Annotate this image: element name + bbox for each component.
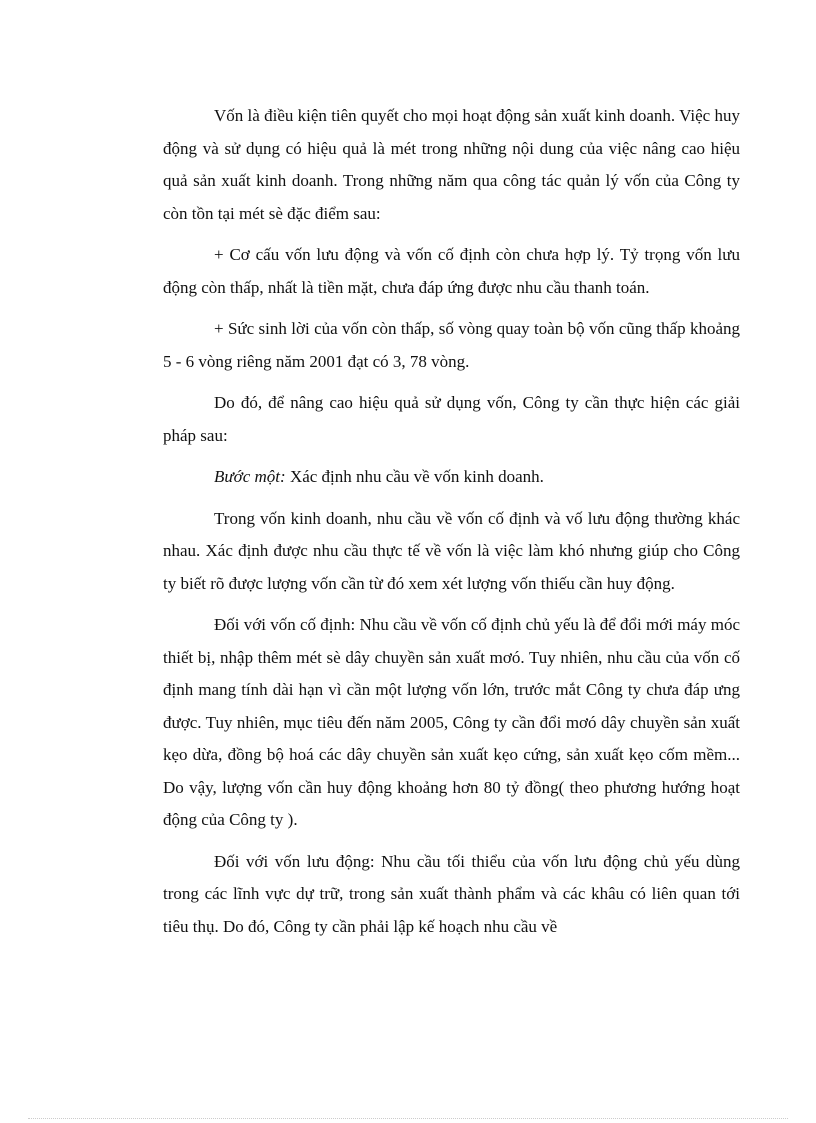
step-one-label: Bước một:	[214, 467, 286, 486]
paragraph-intro: Vốn là điều kiện tiên quyết cho mọi hoạt động sản xuất kinh doanh. Việc huy động và sử dụng có hiệu quả là mét trong những nội dung của việc nâng cao hiệu quả sản xuất kinh doanh. Trong những năm qua công tác quản lý vốn của Công ty còn tồn tại mét sè đặc điểm sau:	[163, 106, 740, 223]
paragraph-solutions-intro: Do đó, để nâng cao hiệu quả sử dụng vốn, Công ty cần thực hiện các giải pháp sau:	[163, 393, 740, 445]
paragraph-capital-structure: + Cơ cấu vốn lưu động và vốn cố định còn chưa hợp lý. Tỷ trọng vốn lưu động còn thấp, nhất là tiền mặt, chưa đáp ứng được nhu cầu thanh toán.	[163, 245, 740, 297]
step-one-heading	[163, 461, 740, 494]
paragraph-capital-needs: Trong vốn kinh doanh, nhu cầu về vốn cố định và vố lưu động thường khác nhau. Xác định được nhu cầu thực tế về vốn là việc làm khó nhưng giúp cho Công ty biết rõ được lượng vốn cần từ đó xem xét lượng vốn thiếu cần huy động.	[163, 508, 740, 593]
page-bottom-divider	[28, 1118, 788, 1119]
paragraph-fixed-capital: Đối với vốn cố định: Nhu cầu về vốn cố định chủ yếu là để đổi mới máy móc thiết bị, nhập thêm mét sè dây chuyền sản xuất mơó. Tuy nhiên, nhu cầu của vốn cố định mang tính dài hạn vì cần một lượng vốn lớn, trước mắt Công ty chưa đáp ưng được. Tuy nhiên, mục tiêu đến năm 2005, Công ty cần đổi mơó dây chuyền sản xuất kẹo dừa, đồng bộ hoá các dây chuyền sản xuất kẹo cứng, sản xuất kẹo cốm mềm... Do vậy, lượng vốn cần huy động khoảng hơn 80 tỷ đồng( theo phương hướng hoạt động của Công ty ).	[163, 615, 740, 829]
document-page	[163, 100, 740, 952]
paragraph-profitability: + Sức sinh lời của vốn còn thấp, số vòng quay toàn bộ vốn cũng thấp khoảng 5 - 6 vòng riêng năm 2001 đạt có 3, 78 vòng.	[163, 319, 740, 371]
step-one-text: Xác định nhu cầu về vốn kinh doanh.	[285, 467, 544, 486]
paragraph-working-capital: Đối với vốn lưu động: Nhu cầu tối thiểu của vốn lưu động chủ yếu dùng trong các lĩnh vực dự trữ, trong sản xuất thành phẩm và các khâu có liên quan tới tiêu thụ. Do đó, Công ty cần phải lập kế hoạch nhu cầu về	[163, 851, 740, 936]
